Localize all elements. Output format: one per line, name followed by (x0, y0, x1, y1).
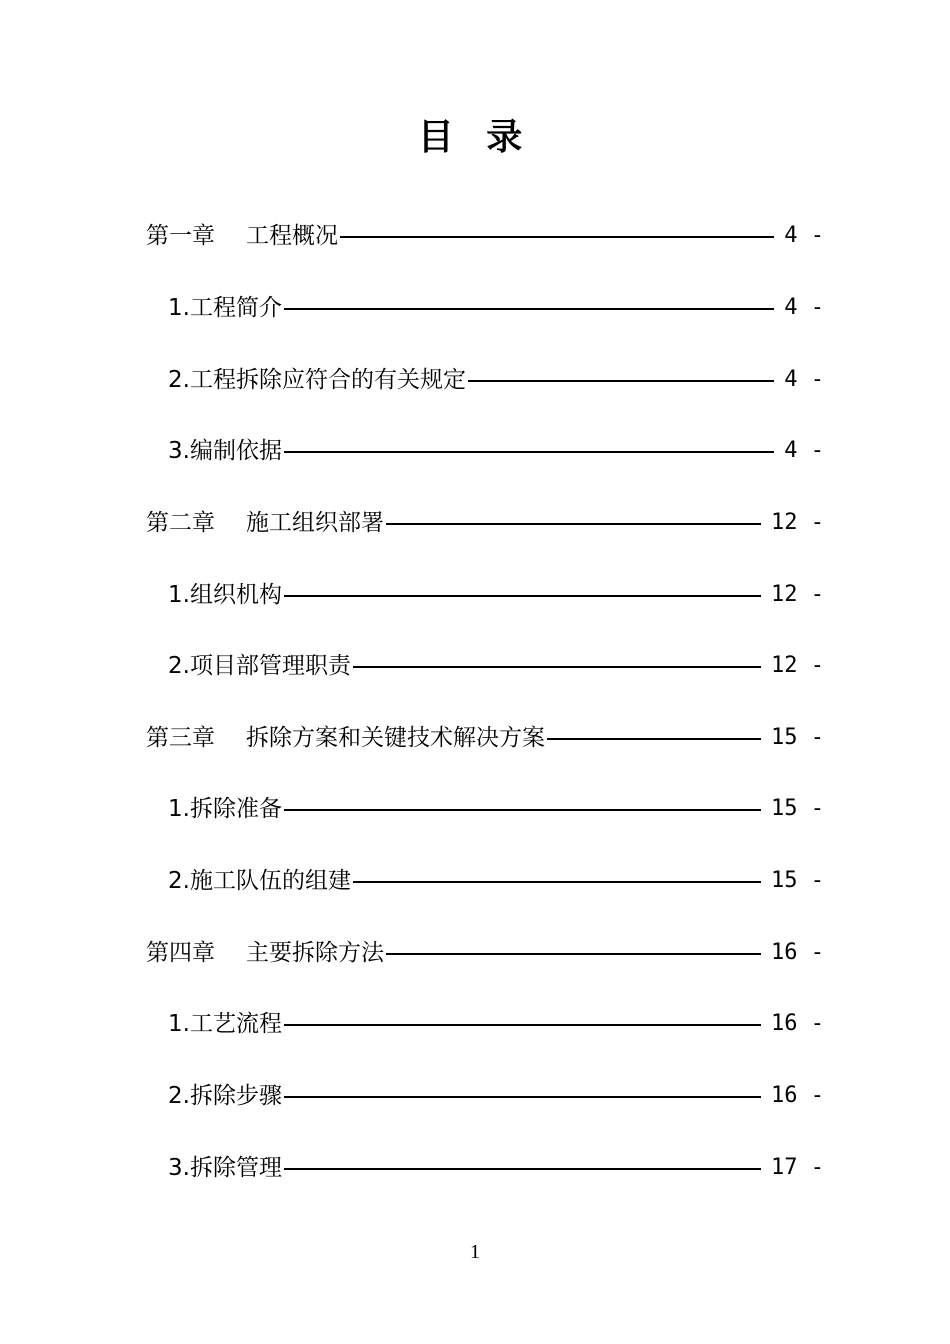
dot-leader (284, 451, 774, 453)
toc-entry-section[interactable] (168, 1004, 824, 1044)
toc-entry-section[interactable] (168, 360, 824, 400)
toc-entry-chapter-3[interactable] (146, 718, 824, 758)
page-number: 4 - (784, 223, 824, 248)
dot-leader (284, 1024, 761, 1026)
dot-leader (284, 595, 761, 597)
entry-text: 1.工程简介 (168, 295, 282, 321)
entry-text: 2.拆除步骤 (168, 1083, 282, 1109)
entry-text: 1.工艺流程 (168, 1011, 282, 1037)
entry-text: 2.工程拆除应符合的有关规定 (168, 367, 466, 393)
dot-leader (386, 953, 761, 955)
page-number: 17 - (771, 1155, 824, 1180)
dot-leader (468, 380, 774, 382)
dot-leader (284, 1168, 761, 1170)
toc-entry-section[interactable] (168, 1076, 824, 1116)
toc-entry-section[interactable] (168, 288, 824, 328)
toc-entry-section[interactable] (168, 575, 824, 615)
chapter-number: 第一章 (146, 223, 215, 249)
page-number: 15 - (771, 725, 824, 750)
toc-entry-chapter-4[interactable] (146, 933, 824, 973)
dot-leader (340, 236, 774, 238)
footer-page-number: 1 (470, 1241, 480, 1263)
chapter-number: 第二章 (146, 510, 215, 536)
entry-text: 3.拆除管理 (168, 1155, 282, 1181)
entry-text: 工程概况 (246, 223, 338, 249)
toc-entry-section[interactable] (168, 861, 824, 901)
toc-entry-section[interactable] (168, 789, 824, 829)
page-number: 12 - (771, 582, 824, 607)
dot-leader (547, 738, 761, 740)
entry-text: 1.组织机构 (168, 582, 282, 608)
toc-entry-chapter-1[interactable] (146, 216, 824, 256)
toc-entry-section[interactable] (168, 646, 824, 686)
page-number: 12 - (771, 510, 824, 535)
entry-text: 1.拆除准备 (168, 796, 282, 822)
page-number: 4 - (784, 367, 824, 392)
toc-entry-section[interactable] (168, 431, 824, 471)
page-number: 15 - (771, 868, 824, 893)
entry-text: 3.编制依据 (168, 438, 282, 464)
page-number: 16 - (771, 940, 824, 965)
toc-title: 目 录 (417, 117, 533, 158)
page-number: 12 - (771, 653, 824, 678)
chapter-number: 第四章 (146, 940, 215, 966)
page-number: 16 - (771, 1083, 824, 1108)
table-of-contents (0, 198, 950, 1208)
toc-entry-chapter-2[interactable] (146, 503, 824, 543)
dot-leader (386, 523, 761, 525)
dot-leader (284, 308, 774, 310)
page-number: 4 - (784, 438, 824, 463)
entry-text: 施工组织部署 (246, 510, 384, 536)
dot-leader (353, 881, 761, 883)
entry-text: 2.施工队伍的组建 (168, 868, 351, 894)
dot-leader (284, 1096, 761, 1098)
entry-text: 拆除方案和关键技术解决方案 (246, 725, 545, 751)
page-number: 15 - (771, 796, 824, 821)
toc-entry-section[interactable] (168, 1148, 824, 1188)
dot-leader (284, 809, 761, 811)
page-number: 4 - (784, 295, 824, 320)
entry-text: 2.项目部管理职责 (168, 653, 351, 679)
dot-leader (353, 666, 761, 668)
entry-text: 主要拆除方法 (246, 940, 384, 966)
chapter-number: 第三章 (146, 725, 215, 751)
page-number: 16 - (771, 1011, 824, 1036)
